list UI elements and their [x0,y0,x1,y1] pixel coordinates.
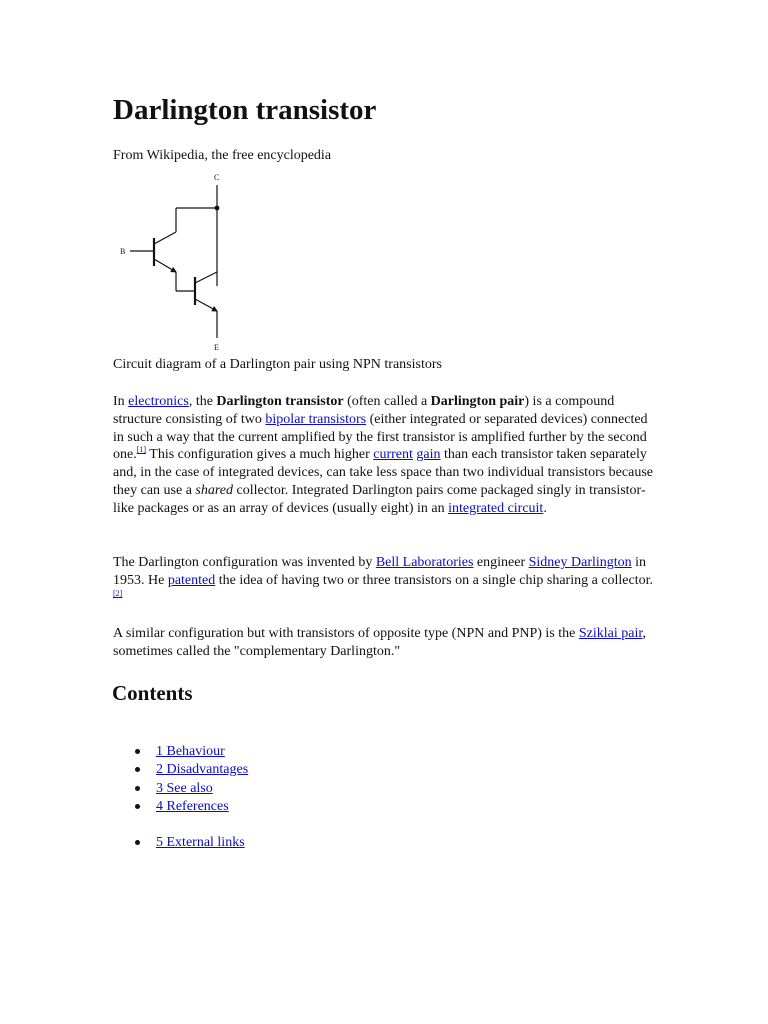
text-run: . [543,500,547,516]
contents-list-continued [113,834,245,852]
text-run: , sometimes called the "complementary Darlington." [113,626,646,659]
italic-shared: shared [195,482,234,498]
paragraph-intro [113,393,658,518]
reference-link-1[interactable]: [1] [136,445,147,455]
link-patented[interactable]: patented [167,572,216,588]
label-emitter: E [214,343,219,352]
link-bipolar-transistors[interactable]: bipolar transistors [265,411,367,427]
link-electronics[interactable]: electronics [128,394,189,409]
tagline: From Wikipedia, the free encyclopedia [113,148,332,163]
contents-item [113,798,248,816]
label-collector: C [214,173,220,182]
text-run: In [113,394,129,409]
contents-item [113,834,245,852]
contents-link-references[interactable]: 4 References [156,798,229,814]
link-gain[interactable]: gain [416,447,441,463]
text-run: the idea of having two or three transistors on a single chip sharing a collector. [215,572,654,588]
contents-heading: Contents [112,681,193,705]
link-current[interactable]: current [373,447,413,463]
link-bell-laboratories[interactable]: Bell Laboratories [375,555,474,570]
contents-list [113,743,248,816]
text-run: (either integrated or separated devices) connected in such a way that the current amplified by the first transistor is amplified further by the second one. [113,411,648,463]
link-integrated-circuit[interactable]: integrated circuit [448,500,544,516]
contents-link-disadvantages[interactable]: 2 Disadvantages [156,762,249,778]
text-run: , the [188,394,217,409]
circuit-diagram [113,168,243,354]
contents-item [113,761,248,779]
q2-emitter [195,299,217,311]
contents-item [113,780,248,798]
link-sidney-darlington[interactable]: Sidney Darlington [528,555,632,570]
page-title: Darlington transistor [113,94,377,126]
junction-dot [215,206,220,211]
text-run: in 1953. He [113,555,647,588]
link-sziklai-pair[interactable]: Sziklai pair [578,626,643,641]
contents-link-behaviour[interactable]: 1 Behaviour [156,744,225,759]
text-run: A similar configuration but with transistors of opposite type (NPN and PNP) is the [113,626,579,641]
text-run: The Darlington configuration was invented by [113,555,376,570]
contents-link-see-also[interactable]: 3 See also [156,780,213,796]
text-run: This configuration gives a much higher [146,447,374,463]
paragraph-history [113,554,658,607]
text-run: ) is a compound structure consisting of two [113,394,615,427]
label-base: B [120,247,126,256]
bold-term-darlington-transistor: Darlington transistor [216,394,344,409]
reference-link-2[interactable]: [2] [113,588,123,598]
contents-item [113,743,248,761]
contents-link-external-links[interactable]: 5 External links [156,835,245,850]
q1-emitter [154,259,176,272]
text-run: engineer [473,555,529,570]
text-run: than each transistor taken separately and, in the case of integrated devices, can take less space than two individual transistors because they can use a [113,447,653,498]
figure-caption: Circuit diagram of a Darlington pair using NPN transistors [113,357,442,372]
text-run: collector. Integrated Darlington pairs come packaged singly in transistor-like packages or as an array of devices (usually eight) in an [113,482,646,516]
bold-term-darlington-pair: Darlington pair [430,394,525,409]
paragraph-sziklai [113,625,658,661]
text-run: (often called a [343,394,431,409]
